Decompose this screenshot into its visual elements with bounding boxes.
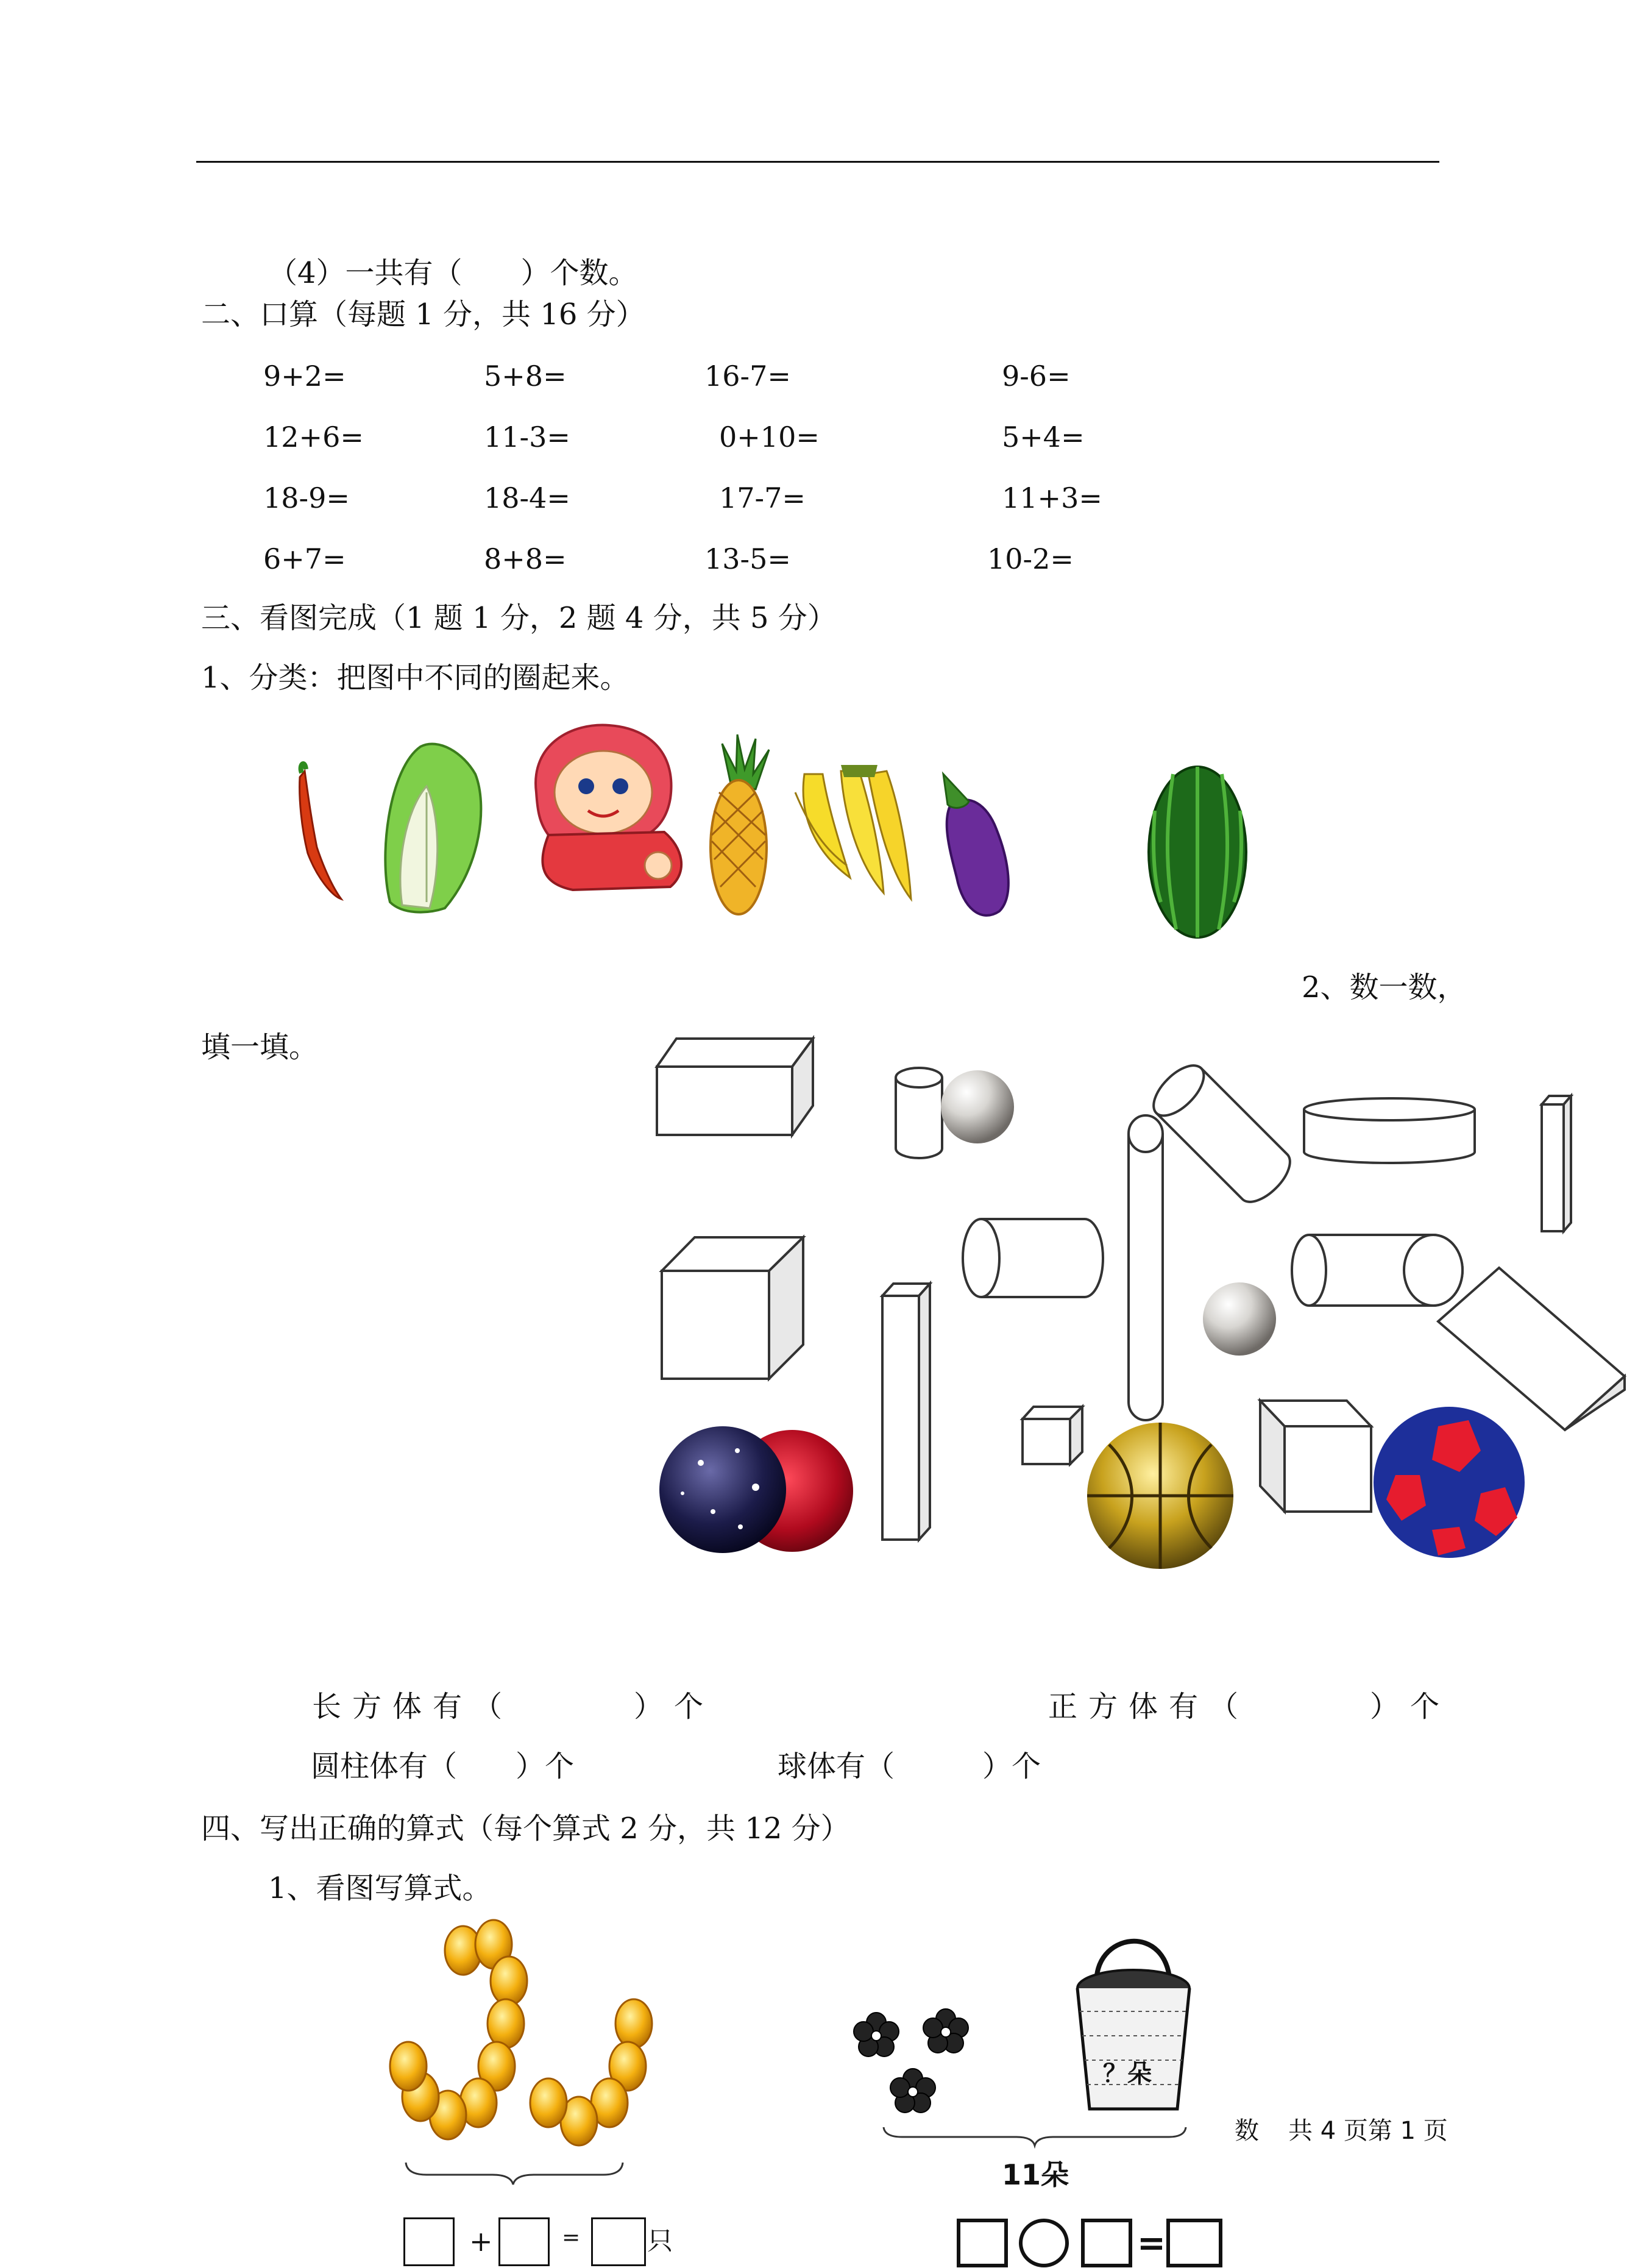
mental-math-item: 17-7=	[719, 482, 806, 514]
total-flowers-label: 11朵	[1002, 2158, 1069, 2191]
basket-label: ？朵	[1103, 2060, 1152, 2088]
equals-sign: =	[1137, 2224, 1166, 2263]
mental-math-item: 6+7=	[263, 542, 346, 575]
answer-box[interactable]	[1166, 2219, 1222, 2267]
mental-math-item: 9-6=	[1002, 360, 1071, 393]
mental-math-item: 5+4=	[1002, 421, 1085, 453]
mental-math-item: 5+8=	[484, 360, 567, 393]
mental-math-item: 8+8=	[484, 542, 567, 575]
answer-box[interactable]	[957, 2219, 1008, 2267]
mental-math-item: 9+2=	[263, 360, 346, 393]
mental-math-item: 10-2=	[987, 542, 1074, 575]
section-2-title: 二、口算（每题 1 分，共 16 分）	[201, 297, 645, 332]
mental-math-item: 18-4=	[484, 482, 570, 514]
look-write-question: 1、看图写算式。	[268, 1871, 492, 1905]
cube-count-blank[interactable]: 正方体有（ ）个	[1048, 1690, 1451, 1724]
classify-question: 1、分类：把图中不同的圈起来。	[201, 661, 629, 695]
mental-math-item: 16-7=	[704, 360, 791, 393]
question-item-4: （4）一共有（ ）个数。	[268, 256, 638, 290]
footer-subject: 数	[1235, 2117, 1259, 2145]
mental-math-item: 0+10=	[719, 421, 820, 453]
plus-sign: +	[469, 2225, 493, 2258]
equals-sign: =	[562, 2225, 581, 2250]
operator-circle[interactable]	[1019, 2219, 1069, 2267]
mental-math-item: 11-3=	[484, 421, 570, 453]
count-question-part1: 2、数一数，	[1302, 970, 1467, 1004]
section-4-title: 四、写出正确的算式（每个算式 2 分，共 12 分）	[201, 1811, 850, 1846]
cuboid-count-blank[interactable]: 长方体有（ ）个	[312, 1690, 715, 1724]
mental-math-item: 11+3=	[1002, 482, 1102, 514]
flower-icon	[854, 2009, 968, 2113]
count-question-part2: 填一填。	[201, 1030, 319, 1064]
mental-math-item: 12+6=	[263, 421, 364, 453]
cylinder-count-blank[interactable]: 圆柱体有（ ）个	[311, 1749, 575, 1783]
footer-page-number: 共 4 页第 1 页	[1288, 2117, 1448, 2145]
answer-box[interactable]	[1081, 2219, 1132, 2267]
mental-math-item: 13-5=	[704, 542, 791, 575]
unit-label: 只	[647, 2226, 673, 2256]
brace	[884, 2127, 1186, 2145]
mental-math-item: 18-9=	[263, 482, 350, 514]
sphere-count-blank[interactable]: 球体有（ ）个	[778, 1749, 1041, 1783]
section-3-title: 三、看图完成（1 题 1 分，2 题 4 分，共 5 分）	[201, 601, 837, 635]
